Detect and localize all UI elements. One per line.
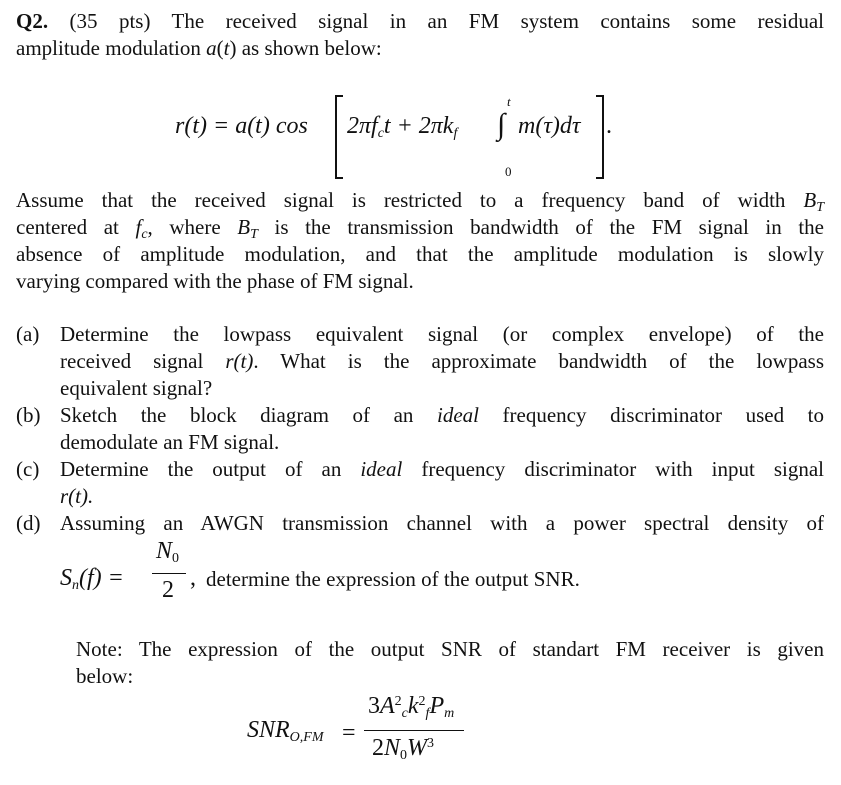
equation1-lower-limit: 0: [505, 164, 512, 179]
psd-denominator: 2: [162, 577, 174, 603]
question-intro-line-1: [16, 8, 824, 35]
psd-numerator: $N_0$: [156, 538, 180, 566]
part-b-line-1: Sketch the block diagram of an ideal frequency discriminator used to: [60, 403, 824, 427]
part-a-line-3: equivalent signal?: [60, 376, 213, 400]
equation1-right-bracket: [596, 95, 604, 179]
snr-fraction-bar: [364, 730, 464, 731]
part-b-line-2: demodulate an FM signal.: [60, 430, 280, 454]
snr-denominator: $2N_0W^3$: [372, 735, 435, 763]
snr-equals: =: [342, 720, 356, 746]
psd-fraction-bar: [152, 573, 186, 574]
snr-numerator: $3A^2_ck^2_fP_m$: [368, 693, 455, 721]
equation1-upper-limit: t: [507, 94, 511, 109]
part-a-line-1: Determine the lowpass equivalent signal (or complex envelope) of the: [60, 322, 824, 346]
equation1-integrand: m(τ)dτ: [518, 113, 581, 139]
part-c-line-2: r(t).: [60, 484, 94, 508]
question-number: Q2.: [16, 9, 49, 33]
question-points: (35 pts): [69, 9, 151, 33]
question-intro-line-2: amplitude modulation a(t) as shown below:: [16, 36, 382, 60]
note-line-2: below:: [76, 664, 134, 688]
integral-sign: ∫: [497, 108, 506, 141]
part-a-label: (a): [16, 322, 40, 346]
part-a-line-2: received signal r(t). What is the approximate bandwidth of the lowpass: [60, 349, 825, 373]
equation1-period: .: [606, 113, 612, 139]
part-b-label: (b): [16, 403, 41, 427]
assume-line-4: varying compared with the phase of FM signal.: [16, 269, 414, 293]
assume-line-1: Assume that the received signal is restricted to a frequency band of width $B_T$: [16, 188, 824, 215]
part-c-label: (c): [16, 457, 40, 481]
equation1-left-bracket: [335, 95, 343, 179]
assume-line-3: absence of amplitude modulation, and that the amplitude modulation is slowly: [16, 242, 824, 266]
part-d-line-1: Assuming an AWGN transmission channel with a power spectral density of: [60, 511, 824, 535]
note-line-1: Note: The expression of the output SNR of standart FM receiver is given: [76, 637, 824, 661]
assume-line-2: centered at $f_c$, where $B_T$ is the transmission bandwidth of the FM signal in the: [16, 215, 824, 242]
equation1-inner: $2\pi f_ct + 2\pi k_f$: [347, 113, 458, 141]
psd-lhs: $S_n(f)$ =: [60, 565, 124, 593]
part-d-line-2: determine the expression of the output SNR.: [206, 567, 580, 591]
snr-lhs: $SNR_{O,FM}$: [247, 717, 324, 745]
question-intro-text: The received signal in an FM system contains some residual: [171, 9, 824, 33]
part-d-label: (d): [16, 511, 41, 535]
equation1-lhs: r(t) = a(t) cos: [175, 113, 308, 139]
psd-comma: ,: [190, 565, 196, 591]
part-c-line-1: Determine the output of an ideal frequency discriminator with input signal: [60, 457, 825, 481]
